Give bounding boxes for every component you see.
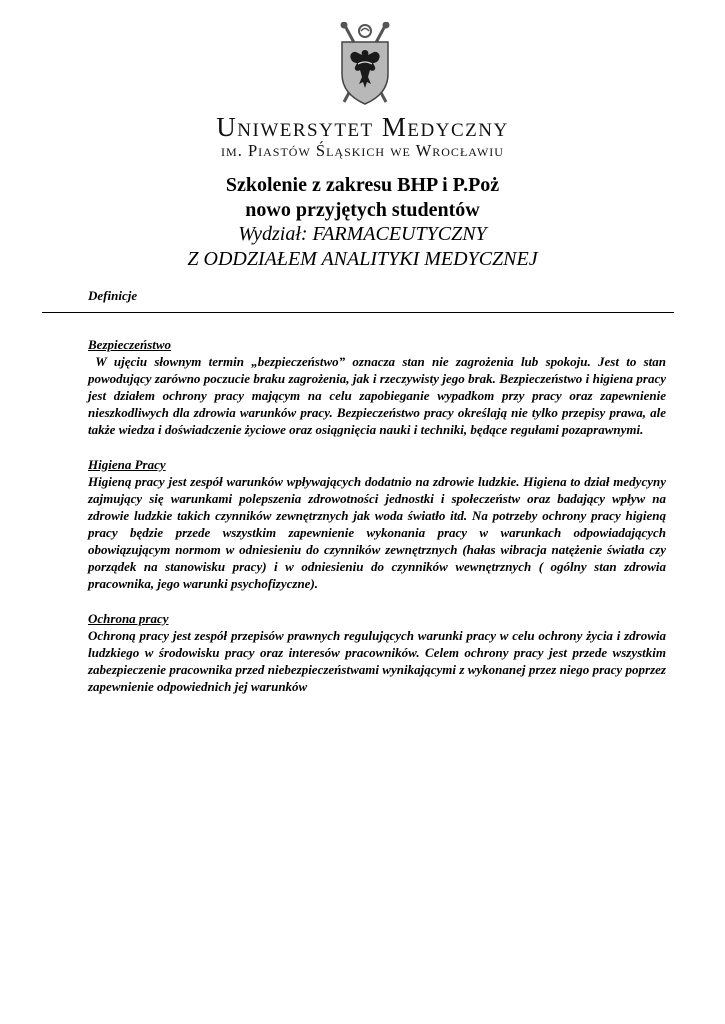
section-paragraph: W ujęciu słownym termin „bezpieczeństwo” oznacza stan nie zagrożenia lub spokoju. Jest to stan powodujący zarówno poczucie braku zagrożenia, jak i rzeczywisty jego brak. Bezpieczeństwo i higiena pracy jest działem ochrony pracy mającym na celu zapobieganie wypadkom przy pracy oraz zapewnienie nieszkodliwych dla zdrowia warunków pracy. Bezpieczeństwo pracy określają nie tylko przepisy prawa, ale także wiedza i doświadczenie życiowe oraz osiągnięcia nauki i techniki, będące regułami pozaprawnymi. xyxy=(88,354,670,437)
document-title-line1: Szkolenie z zakresu BHP i P.Poż xyxy=(225,174,500,196)
section-paragraph: Ochroną pracy jest zespół przepisów prawnych regulujących warunki pracy w celu ochrony życia i zdrowia ludzkiego w środowisku pracy oraz interesów pracowników. Celem ochrony pracy jest przede wszystkim zabezpieczenie pracownika przed niebezpieczeństwami wynikającymi z wykonanej przez niego pracy poprzez zapewnienie odpowiednich jej warunków xyxy=(88,628,666,694)
section-ochrona-pracy xyxy=(88,610,666,695)
faculty-line1: Wydział: FARMACEUTYCZNY xyxy=(238,223,487,245)
section-bezpieczenstwo xyxy=(88,336,670,438)
horizontal-divider xyxy=(42,312,674,313)
section-higiena-pracy xyxy=(88,456,666,592)
section-heading: Higiena Pracy xyxy=(88,457,166,472)
faculty-line2: Z ODDZIAŁEM ANALITYKI MEDYCZNEJ xyxy=(187,248,538,270)
university-subtitle: im. Piastów Śląskich we Wrocławiu xyxy=(221,141,504,160)
section-heading: Ochrona pracy xyxy=(88,611,169,626)
document-title-line2: nowo przyjętych studentów xyxy=(245,199,480,221)
section-paragraph: Higieną pracy jest zespół warunków wpływających dodatnio na zdrowie ludzkie. Higiena to dział medycyny zajmujący się warunkami polepszenia zdrowotności jednostki i społeczeństw oraz badający wpływ na zdrowie ludzkie takich czynników zewnętrznych jak woda światło itd. Na potrzeby ochrony pracy higieną pracy będzie przede wszystkim zapewnienie wykonania pracy w warunkach odpowiadających obowiązującym normom w odniesieniu do czynników zewnętrznych (hałas wibracja natężenie światła czy porządek na stanowisku pracy) i w odniesieniu do czynników wewnętrznych ( ogólny stan zdrowia pracownika, jego warunki psychofizyczne). xyxy=(88,474,666,591)
document-body xyxy=(88,336,670,713)
university-name: Uniwersytet Medyczny xyxy=(216,112,509,142)
section-heading: Bezpieczeństwo xyxy=(88,337,172,352)
university-logo xyxy=(336,22,394,108)
definitions-label: Definicje xyxy=(88,288,138,303)
